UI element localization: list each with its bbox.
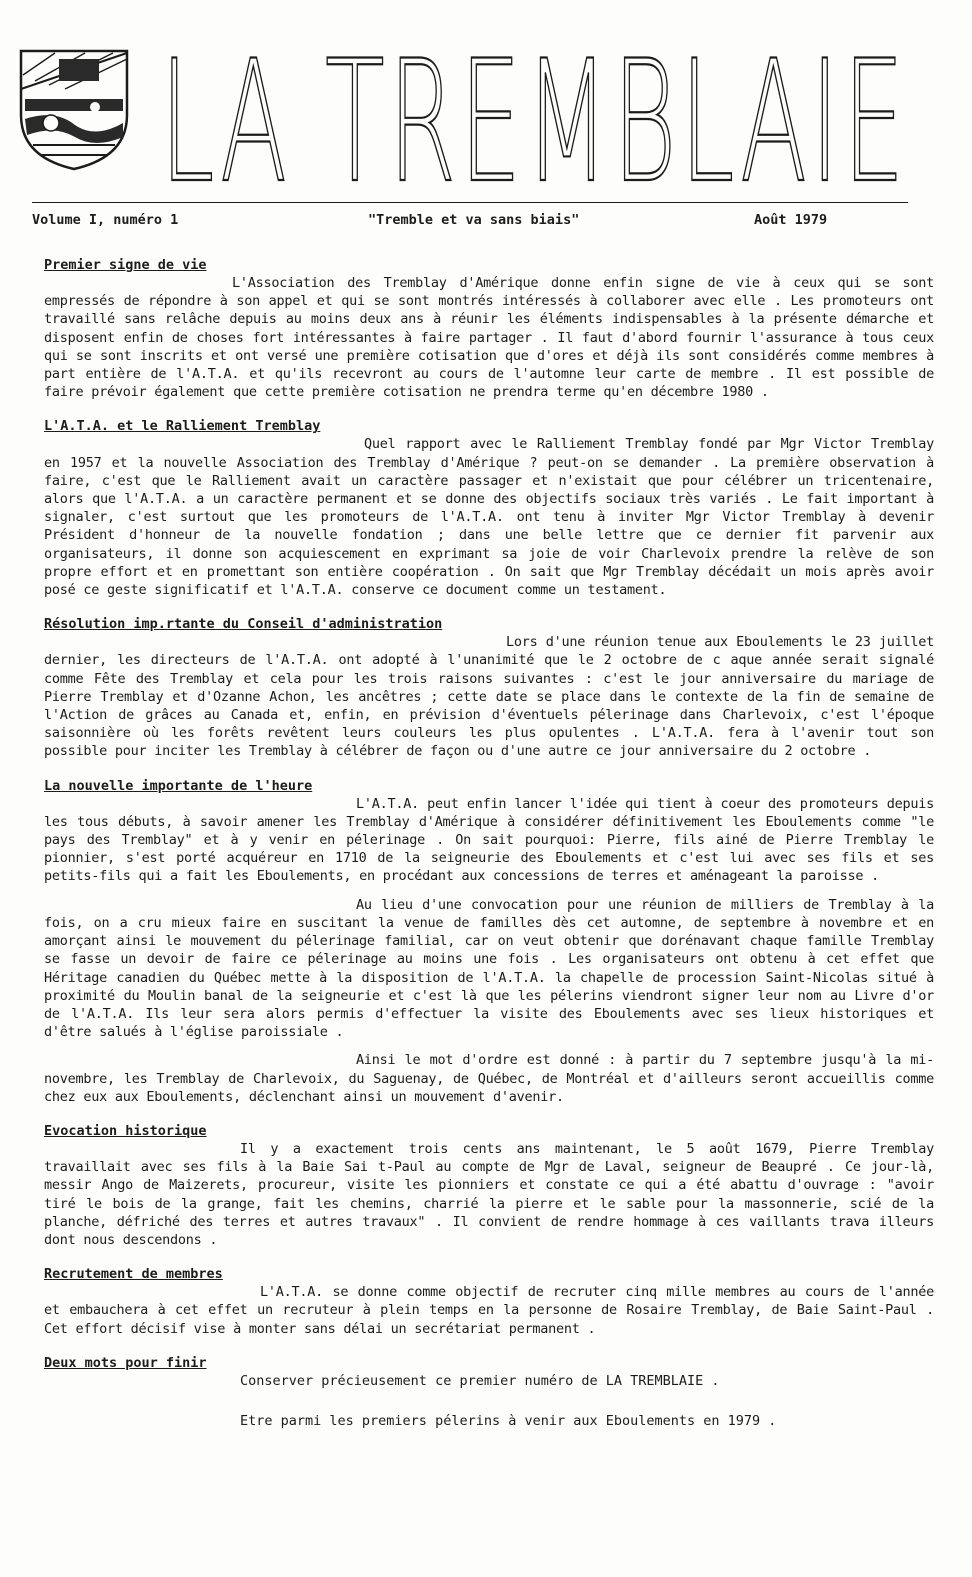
section-heading: Premier signe de vie	[44, 257, 207, 273]
section-paragraph: L'Association des Tremblay d'Amérique donne enfin signe de vie à ceux qui se sont empressés de répondre à son appel et qui se sont montrés intéressés à collaborer avec elle . Les promoteurs ont travaillé sans relâche depuis au moins deux ans à réunir les éléments indispensables à la présente démarche et disposent enfin de choses fort intéressantes à faire partager . Il faut d'abord fournir l'assurance à tous ceux qui se sont inscrits et ont versé une première cotisation que d'ores et déjà ils sont considérés comme membres à part entière de l'A.T.A. et qu'ils recevront au cours de l'automne leur carte de membre . Il est possible de faire prévoir également que cette première cotisation ne prendra terme qu'en décembre 1980 .	[44, 275, 934, 401]
section-heading: Evocation historique	[44, 1122, 207, 1139]
issue-motto: "Tremble et va sans biais"	[368, 212, 580, 228]
section-heading: L'A.T.A. et le Ralliement Tremblay	[44, 418, 321, 435]
section-evocation	[44, 1120, 934, 1249]
section-heading: Recrutement de membres	[44, 1266, 223, 1283]
section-heading: Résolution imp.rtante du Conseil d'administration	[44, 616, 443, 633]
closing-line: Etre parmi les premiers pélerins à venir aux Eboulements en 1979 .	[240, 1412, 777, 1429]
issue-date: Août 1979	[754, 212, 828, 228]
section-paragraph: Quel rapport avec le Ralliement Tremblay fondé par Mgr Victor Tremblay en 1957 et la nouvelle Association des Tremblay d'Amérique ? peut-on se demander . La première observation à faire, c'est que le Ralliement avait un caractère passager et n'existait que pour célébrer un tricentenaire, alors que l'A.T.A. a un caractère permanent et se donne des objectifs sociaux très variés . Le fait important à signaler, c'est surtout que les promoteurs de l'A.T.A. ont tenu à inviter Mgr Victor Tremblay à devenir Président d'honneur de la nouvelle fondation ; dans une belle lettre que ce dernier fit parvenir aux organisateurs, il donne son acquiescement en exprimant sa joie de voir Charlevoix prendre la relève de son propre effort et en promettant son entière coopération . On sait que Mgr Tremblay décédait un mois après avoir posé ce geste significatif et l'A.T.A. conserve ce document comme un testament.	[44, 436, 934, 599]
section-premier-signe	[44, 254, 934, 401]
article-body	[44, 254, 934, 1430]
issue-bar	[32, 212, 908, 234]
section-paragraph: Il y a exactement trois cents ans maintenant, le 5 août 1679, Pierre Tremblay travaillait avec ses fils à la Baie Sai t-Paul au compte de Mgr de Laval, seigneur de Beaupré . Ce jour-là, messir Ango de Maizerets, procureur, visite les pionniers et constate ce qui a été abattu d'ouvrage : "avoir tiré le bois de la grange, fait les chemins, charrié la pierre et le sable pour la massonnerie, scié de la planche, défriché des terres et autres travaux" . Il convient de rendre hommage à ces vaillants trava illeurs dont nous descendons .	[44, 1140, 934, 1248]
section-paragraph: Ainsi le mot d'ordre est donné : à partir du 7 septembre jusqu'à la mi-novembre, les Tremblay de Charlevoix, du Saguenay, de Québec, de Montréal et d'ailleurs seront accueillis comme chez eux aux Eboulements, déclenchant ainsi un mouvement d'avenir.	[44, 1052, 934, 1105]
section-heading: Deux mots pour finir	[44, 1354, 207, 1371]
section-nouvelle-importante	[44, 775, 934, 1106]
section-ata-ralliement	[44, 415, 934, 599]
section-paragraph: L'A.T.A. se donne comme objectif de recruter cinq mille membres au cours de l'année et embauchera à cet effet un recruteur à plein temps en la personne de Rosaire Tremblay, de Baie Saint-Paul . Cet effort décisif vise à monter sans délai un secrétariat permanent .	[44, 1284, 934, 1337]
section-recrutement	[44, 1263, 934, 1338]
masthead-rule	[32, 202, 908, 203]
section-resolution	[44, 613, 934, 760]
svg-text:LA TREMBLAIE: LA TREMBLAIE	[160, 24, 908, 200]
section-deux-mots	[44, 1352, 934, 1430]
issue-volume: Volume I, numéro 1	[32, 212, 179, 228]
section-heading: La nouvelle importante de l'heure	[44, 777, 313, 794]
section-paragraph: Au lieu d'une convocation pour une réunion de milliers de Tremblay à la fois, on a cru mieux faire en suscitant la venue de familles dès cet automne, de septembre à novembre et en amorçant ainsi le mouvement du pélerinage familial, car on veut obtenir que dorénavant chaque famille Tremblay se fasse un devoir de faire ce pélerinage au moins une fois . Les organisateurs ont obtenu à cet effet que Héritage canadien du Québec mette à la disposition de l'A.T.A. la chapelle de procession Saint-Nicolas situé à proximité du Moulin banal de la seigneurie et c'est là que les pélerins viendront signer leur nom au Livre d'or de l'A.T.A. Ils leur sera alors permis d'effectuer la visite des Eboulements avec ses lieux historiques et d'être salués à l'église paroissiale .	[44, 896, 934, 1041]
coat-of-arms-icon	[15, 45, 133, 173]
section-paragraph: L'A.T.A. peut enfin lancer l'idée qui tient à coeur des promoteurs depuis les tous débuts, à savoir amener les Tremblay d'Amérique à considérer définitivement les Eboulements comme "le pays des Tremblay" et à y venir en pélerinage . On sait pourquoi: Pierre, fils ainé de Pierre Tremblay le pionnier, s'est porté acquéreur en 1710 de la seigneurie des Eboulements et c'est lui avec ses fils et ses petits-fils qui a fait les Eboulements, en procédant aux concessions de terres et aménageant la paroisse .	[44, 795, 934, 885]
section-paragraph: Lors d'une réunion tenue aux Eboulements le 23 juillet dernier, les directeurs de l'A.T.A. ont adopté à l'unanimité que le 2 octobre de c aque année serait signalé comme Fête des Tremblay et cela pour les trois raisons suivantes : c'est le jour anniversaire du mariage de Pierre Tremblay et d'Ozanne Achon, les ancêtres ; cette date se place dans le contexte de la fin de semaine de l'Action de grâces au Canada et, enfin, en prévision d'éventuels pélerinage dans Charlevoix, c'est l'époque saisonnière où les forêts revêtent leurs couleurs les plus opulentes . L'A.T.A. fera à l'avenir tout son possible pour inciter les Tremblay à célébrer de façon ou d'une autre ce jour anniversaire du 2 octobre .	[44, 634, 934, 760]
masthead-title	[160, 10, 920, 200]
closing-line: Conserver précieusement ce premier numéro de LA TREMBLAIE .	[240, 1372, 720, 1389]
